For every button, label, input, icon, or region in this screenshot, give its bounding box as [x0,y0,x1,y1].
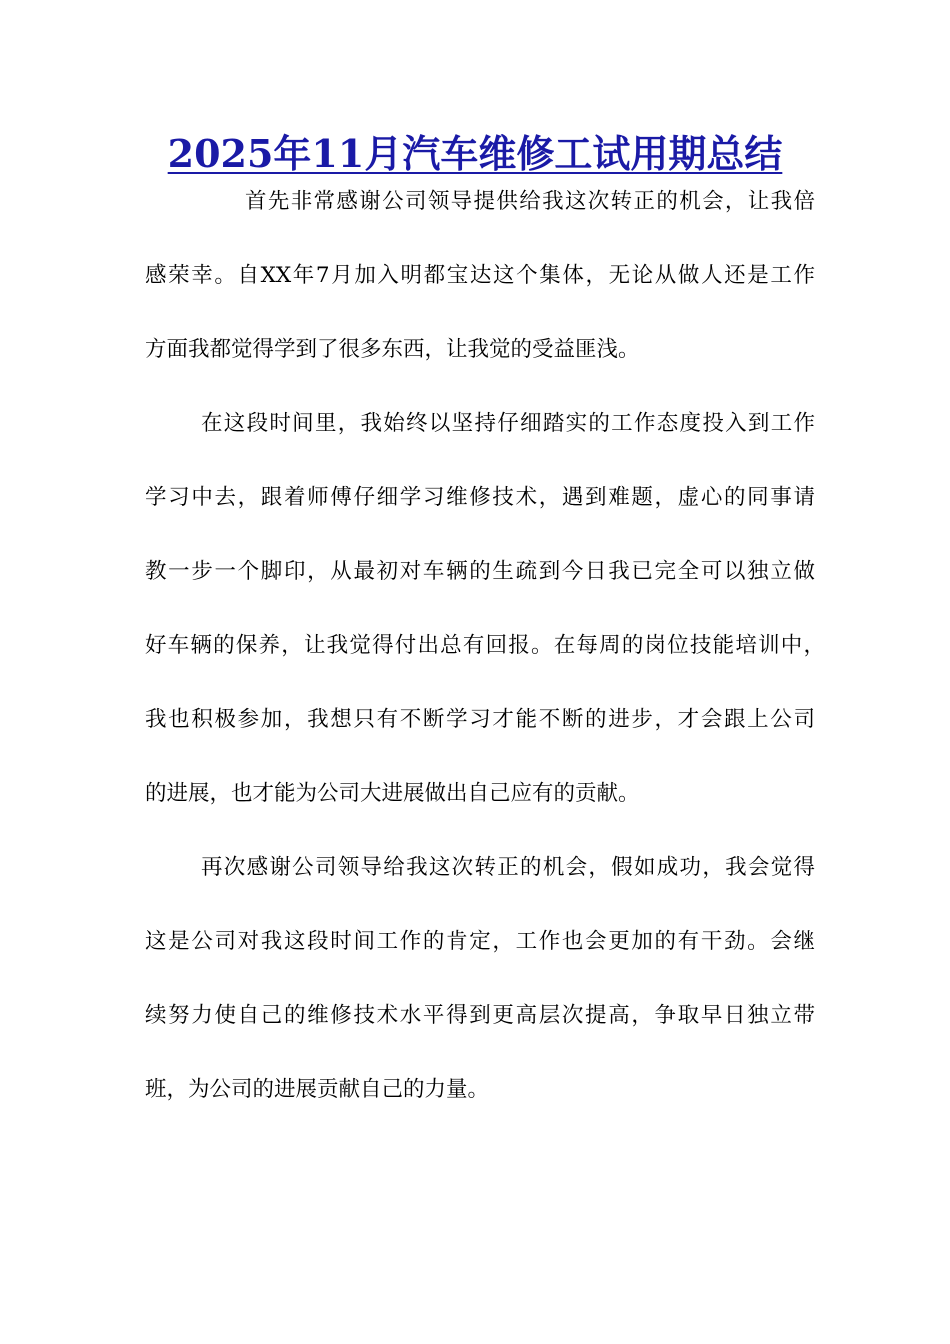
paragraph-line: 的进展，也才能为公司大进展做出自己应有的贡献。 [145,781,640,806]
paragraph-line: 感荣幸。自XX年7月加入明都宝达这个集体，无论从做人还是工作 [145,263,815,288]
paragraph-line: 这是公司对我这段时间工作的肯定，工作也会更加的有干劲。会继 [145,929,815,954]
paragraph-line: 首先非常感谢公司领导提供给我这次转正的机会，让我倍 [245,189,815,214]
paragraph-line: 方面我都觉得学到了很多东西，让我觉的受益匪浅。 [145,337,640,362]
paragraph-line: 好车辆的保养，让我觉得付出总有回报。在每周的岗位技能培训中， [145,633,825,658]
paragraph-line: 学习中去，跟着师傅仔细学习维修技术，遇到难题，虚心的同事请 [145,485,815,510]
paragraph-line: 班，为公司的进展贡献自己的力量。 [145,1077,490,1102]
paragraph-line: 再次感谢公司领导给我这次转正的机会，假如成功，我会觉得 [201,855,815,880]
paragraph-line: 我也积极参加，我想只有不断学习才能不断的进步，才会跟上公司 [145,707,815,732]
paragraph-line: 教一步一个脚印，从最初对车辆的生疏到今日我已完全可以独立做 [145,559,815,584]
document-title[interactable]: 2025年11月汽车维修工试用期总结 [167,131,783,176]
paragraph-line: 续努力使自己的维修技术水平得到更高层次提高，争取早日独立带 [145,1003,815,1028]
paragraph-line: 在这段时间里，我始终以坚持仔细踏实的工作态度投入到工作 [201,411,815,436]
